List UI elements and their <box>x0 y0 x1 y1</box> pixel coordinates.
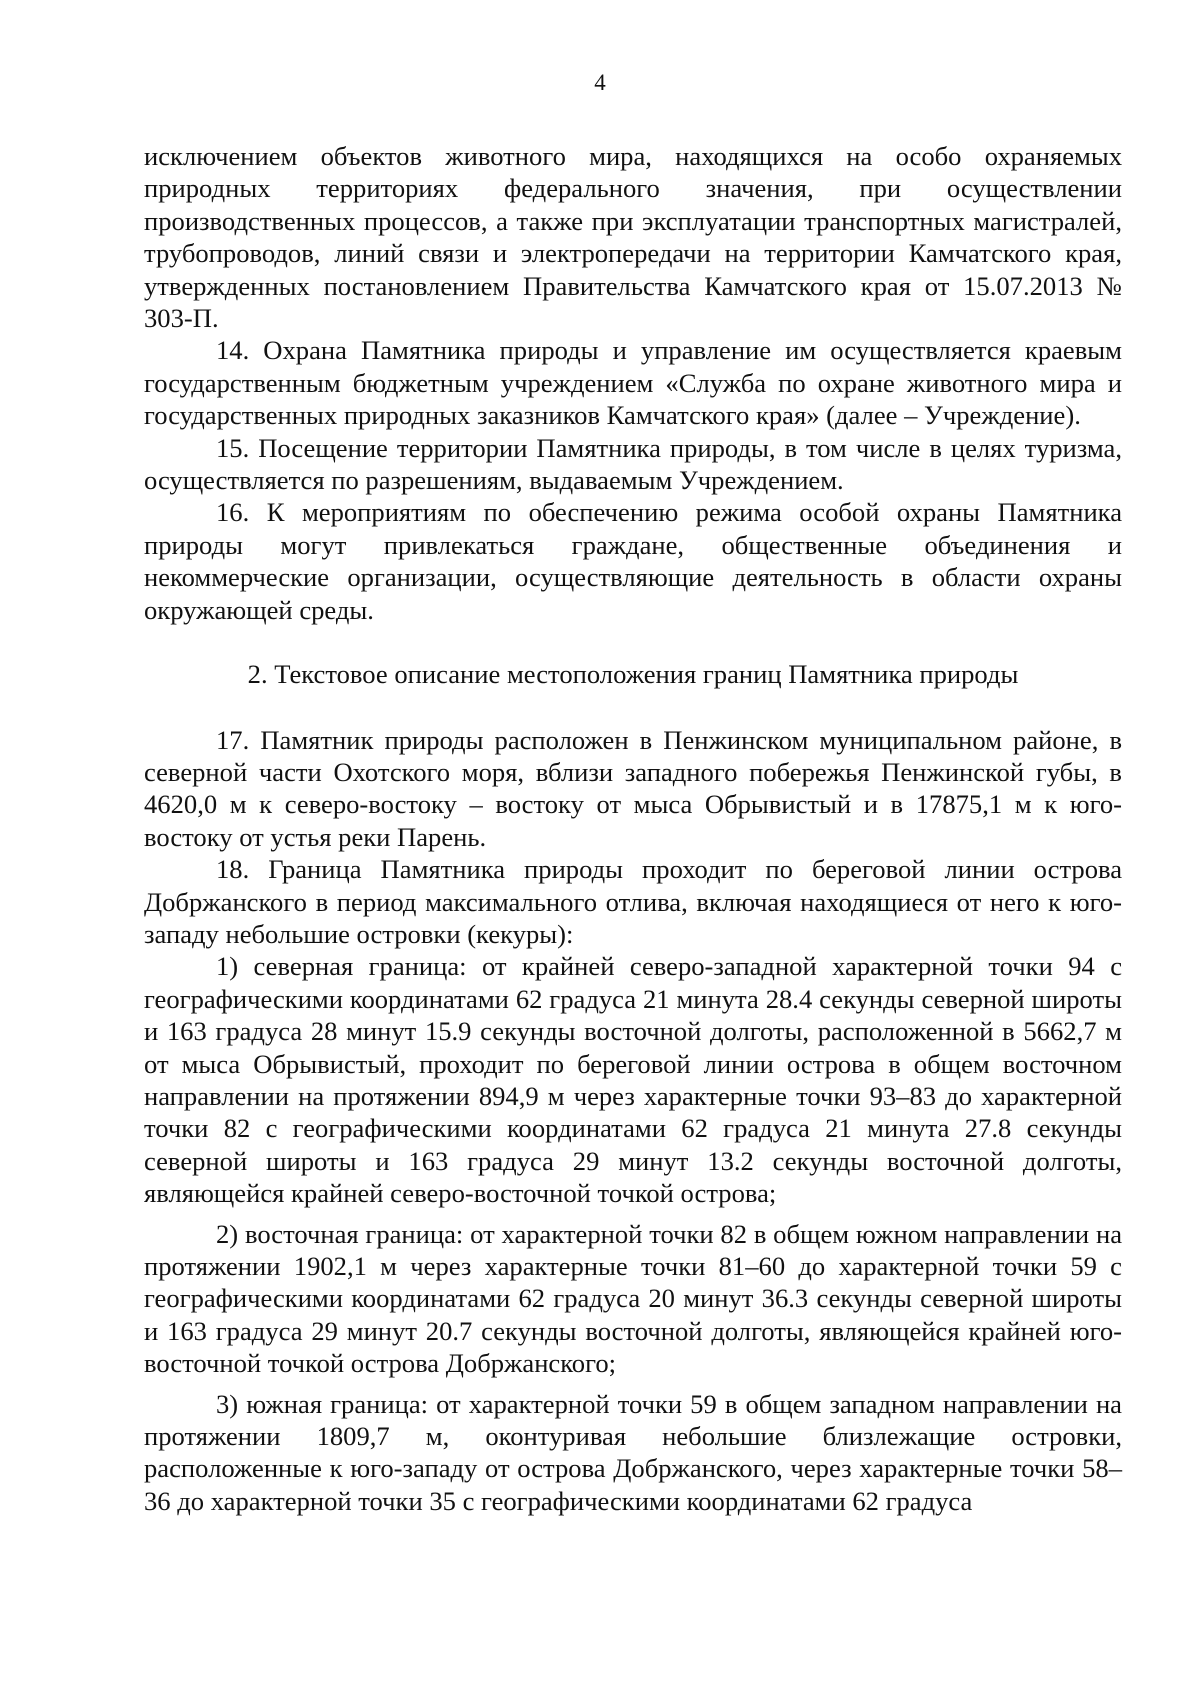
subparagraph-north-boundary: 1) северная граница: от крайней северо-западной характерной точки 94 с географическими координатами 62 градуса 21 минута 28.4 секунды северной широты и 163 градуса 28 минут 15.9 секунды восточной долготы, расположенной в 5662,7 м от мыса Обрывистый, проходит по береговой линии острова в общем восточном направлении на протяжении 894,9 м через характерные точки 93–83 до характерной точки 82 с географическими координатами 62 градуса 21 минута 27.8 секунды северной широты и 163 градуса 29 минут 13.2 секунды восточной долготы, являющейся крайней северо-восточной точкой острова; <box>144 951 1122 1209</box>
paragraph-continuation: исключением объектов животного мира, находящихся на особо охраняемых природных территориях федерального значения, при осуществлении производственных процессов, а также при эксплуатации транспортных магистралей, трубопроводов, линий связи и электропередачи на территории Камчатского края, утвержденных постановлением Правительства Камчатского края от 15.07.2013 № 303-П. <box>144 141 1122 334</box>
paragraph-17: 17. Памятник природы расположен в Пенжинском муниципальном районе, в северной части Охотского моря, вблизи западного побережья Пенжинской губы, в 4620,0 м к северо-востоку – востоку от мыса Обрывистый и в 17875,1 м к юго-востоку от устья реки Парень. <box>144 724 1122 852</box>
subparagraph-south-boundary: 3) южная граница: от характерной точки 59 в общем западном направлении на протяжении 1809,7 м, оконтуривая небольшие близлежащие островки, расположенные к юго-западу от острова Добржанского, через характерные точки 58–36 до характерной точки 35 с географическими координатами 62 градуса <box>144 1388 1122 1516</box>
section-heading: 2. Текстовое описание местоположения границ Памятника природы <box>247 659 1019 690</box>
paragraph-15: 15. Посещение территории Памятника природы, в том числе в целях туризма, осуществляется по разрешениям, выдаваемым Учреждением. <box>144 432 1122 496</box>
document-body <box>144 140 1122 1517</box>
page-number: 4 <box>594 70 606 95</box>
subparagraph-east-boundary: 2) восточная граница: от характерной точки 82 в общем южном направлении на протяжении 1902,1 м через характерные точки 81–60 до характерной точки 59 с географическими координатами 62 градуса 20 минут 36.3 секунды северной широты и 163 градуса 29 минут 20.7 секунды восточной долготы, являющейся крайней юго-восточной точкой острова Добржанского; <box>144 1218 1122 1379</box>
paragraph-14: 14. Охрана Памятника природы и управление им осуществляется краевым государственным бюджетным учреждением «Служба по охране животного мира и государственных природных заказников Камчатского края» (далее – Учреждение). <box>144 335 1122 431</box>
paragraph-18: 18. Граница Памятника природы проходит по береговой линии острова Добржанского в период максимального отлива, включая находящиеся от него к юго-западу небольшие островки (кекуры): <box>144 854 1122 949</box>
paragraph-16: 16. К мероприятиям по обеспечению режима особой охраны Памятника природы могут привлекаться граждане, общественные объединения и некоммерческие организации, осуществляющие деятельность в области охраны окружающей среды. <box>144 497 1122 625</box>
